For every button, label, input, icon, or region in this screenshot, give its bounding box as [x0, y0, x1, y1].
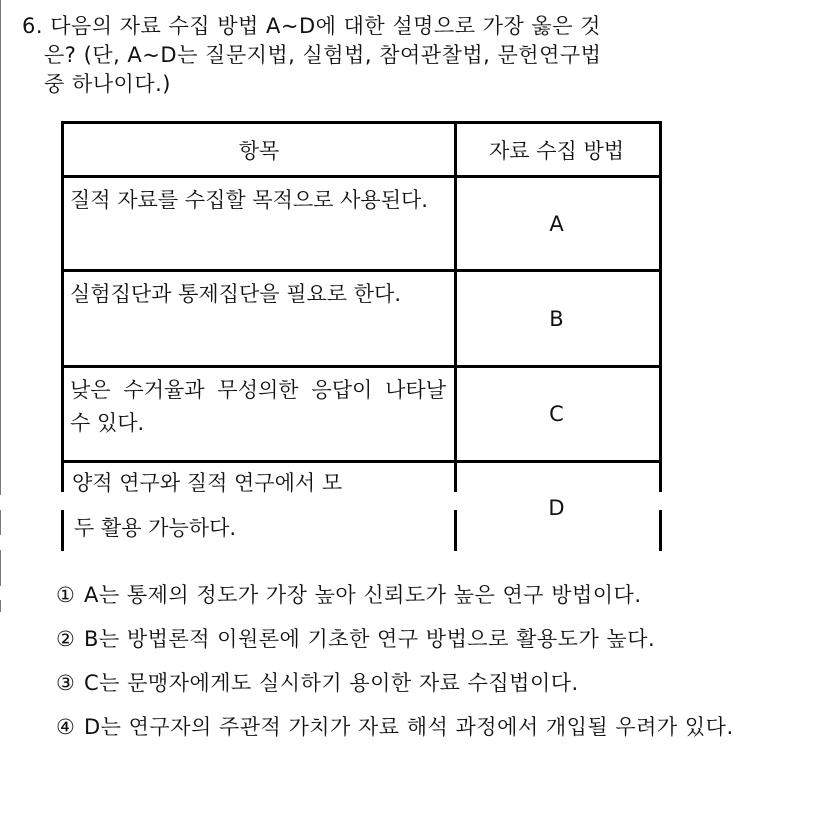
option-text: B는 방법론적 이원론에 기초한 연구 방법으로 활용도가 높다.	[84, 627, 656, 651]
option-number: ①	[56, 583, 76, 607]
page-margin-rule	[0, 550, 1, 586]
table-row-item-c: 낮은 수거율과 무성의한 응답이 나타날 수 있다.	[61, 368, 457, 463]
table-row-method-d-label: D	[548, 496, 565, 520]
page-margin-rule	[0, 0, 1, 495]
question-number: 6.	[22, 14, 44, 38]
table-row-method-b: B	[454, 272, 662, 368]
option-number: ④	[56, 715, 76, 739]
page-margin-rule	[0, 510, 1, 535]
option-text: D는 연구자의 주관적 가치가 자료 해석 과정에서 개입될 우려가 있다.	[84, 715, 734, 739]
question-text-line-3: 중 하나이다.)	[44, 72, 171, 96]
table-row-item-a: 질적 자료를 수집할 목적으로 사용된다.	[61, 178, 457, 272]
option-text: C는 문맹자에게도 실시하기 용이한 자료 수집법이다.	[84, 671, 579, 695]
table-row-item-d-bottom: 두 활용 가능하다.	[61, 510, 457, 551]
page-margin-rule	[0, 600, 1, 612]
table-row-item-b: 실험집단과 통제집단을 필요로 한다.	[61, 272, 457, 368]
option-4[interactable]	[58, 712, 818, 742]
table-row-method-a: A	[454, 178, 662, 272]
table-header-item: 항목	[61, 121, 457, 178]
option-2[interactable]	[58, 624, 818, 654]
table-row-method-d	[454, 496, 662, 551]
option-1[interactable]	[58, 580, 818, 610]
option-number: ③	[56, 671, 76, 695]
table-row-method-d-top	[454, 460, 662, 492]
option-3[interactable]	[58, 668, 818, 698]
table-row-method-c: C	[454, 368, 662, 463]
question-stem	[22, 12, 802, 99]
answer-options	[58, 580, 818, 756]
question-text-line-1: 다음의 자료 수집 방법 A~D에 대한 설명으로 가장 옳은 것	[50, 14, 601, 38]
option-number: ②	[56, 627, 76, 651]
option-text: A는 통제의 정도가 가장 높아 신뢰도가 높은 연구 방법이다.	[84, 583, 642, 607]
question-line	[22, 12, 802, 41]
table-row-item-d-top: 양적 연구와 질적 연구에서 모	[61, 460, 457, 492]
question-text-line-2: 은? (단, A~D는 질문지법, 실험법, 참여관찰법, 문헌연구법	[44, 43, 602, 67]
table-header-method: 자료 수집 방법	[454, 121, 662, 178]
